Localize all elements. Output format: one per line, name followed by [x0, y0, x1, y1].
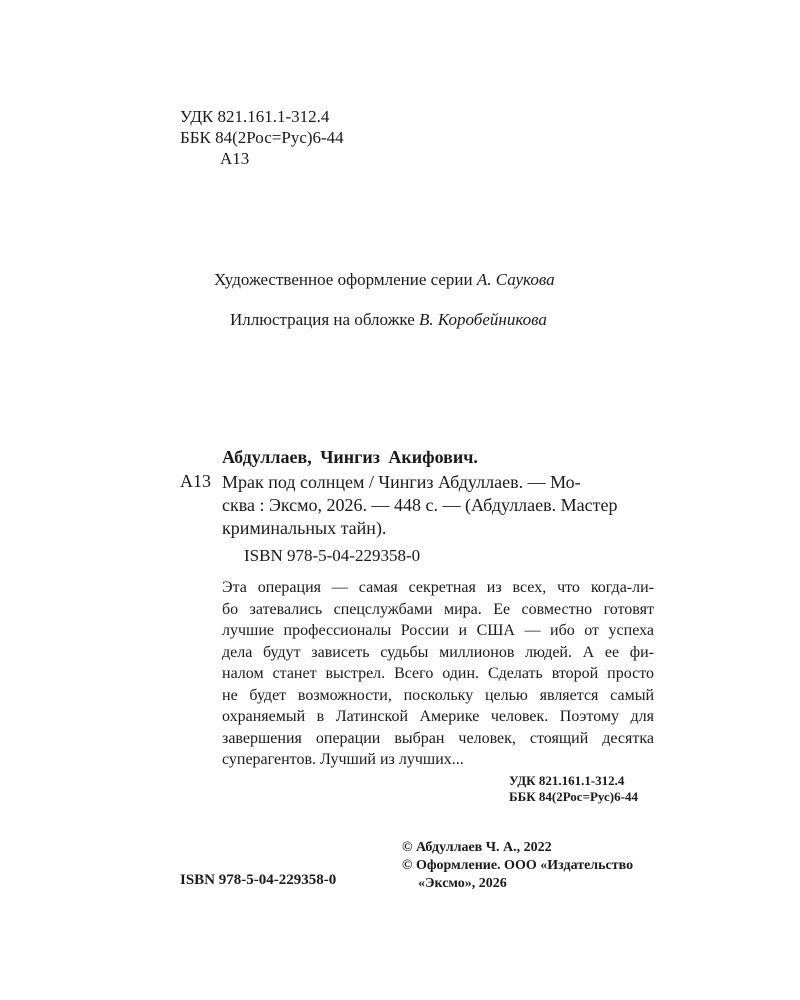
bib-desc-line: Мрак под солнцем / Чингиз Абдуллаев. — Мо- [222, 472, 581, 492]
copyright-design: © Оформление. ООО «Издательство [402, 858, 634, 873]
bib-cutter-mark: А13 [180, 471, 211, 491]
annotation-line: Эта операция — самая секретная из всех, что когда-ли- [222, 579, 654, 596]
small-udk-code: УДК 821.161.1-312.4 [509, 773, 625, 788]
annotation-line: не будет возможности, поскольку целью является самый [222, 686, 654, 704]
design-credit [214, 270, 555, 290]
annotation-line: дела будут зависеть судьбы миллионов людей. А ее фи- [222, 643, 654, 661]
copyright-block [402, 839, 633, 893]
bbk-code: ББК 84(2Рос=Рус)6-44 [180, 128, 344, 147]
copyright-publisher: «Эксмо», 2026 [418, 876, 507, 891]
bib-desc-line: криминальных тайн). [222, 518, 387, 538]
illustration-credit-name: В. Коробейникова [419, 310, 547, 329]
annotation-line: лучшие профессионалы России и США — ибо от успеха [222, 622, 654, 639]
annotation-line: завершения операции выбран человек, стоящий десятка [222, 729, 654, 747]
design-credit-label: Художественное оформление серии [214, 270, 477, 289]
classification-block [180, 106, 344, 169]
isbn-line: ISBN 978-5-04-229358-0 [244, 546, 421, 565]
copyright-author: © Абдуллаев Ч. А., 2022 [402, 840, 552, 855]
design-credit-name: А. Саукова [476, 270, 555, 289]
annotation [222, 577, 654, 771]
annotation-line: суперагентов. Лучший из лучших... [222, 751, 464, 768]
author-heading: Абдуллаев, Чингиз Акифович. [222, 447, 478, 467]
illustration-credit [230, 310, 547, 330]
bib-desc-line: сква : Эксмо, 2026. — 448 с. — (Абдуллаев. Мастер [222, 495, 618, 515]
cutter-code: А13 [220, 149, 250, 168]
small-bbk-code: ББК 84(2Рос=Рус)6-44 [509, 789, 638, 804]
bibliographic-description [222, 471, 617, 540]
annotation-line: бо затевались спецслужбами мира. Ее совместно готовят [222, 600, 654, 618]
small-classification-codes [509, 773, 638, 805]
illustration-credit-label: Иллюстрация на обложке [230, 310, 419, 329]
isbn-bottom: ISBN 978-5-04-229358-0 [180, 872, 337, 888]
annotation-line: охраняемый в Латинской Америке человек. Поэтому для [222, 708, 654, 725]
udk-code: УДК 821.161.1-312.4 [180, 107, 330, 126]
annotation-line: налом станет выстрел. Всего один. Сделать второй просто [222, 665, 654, 682]
